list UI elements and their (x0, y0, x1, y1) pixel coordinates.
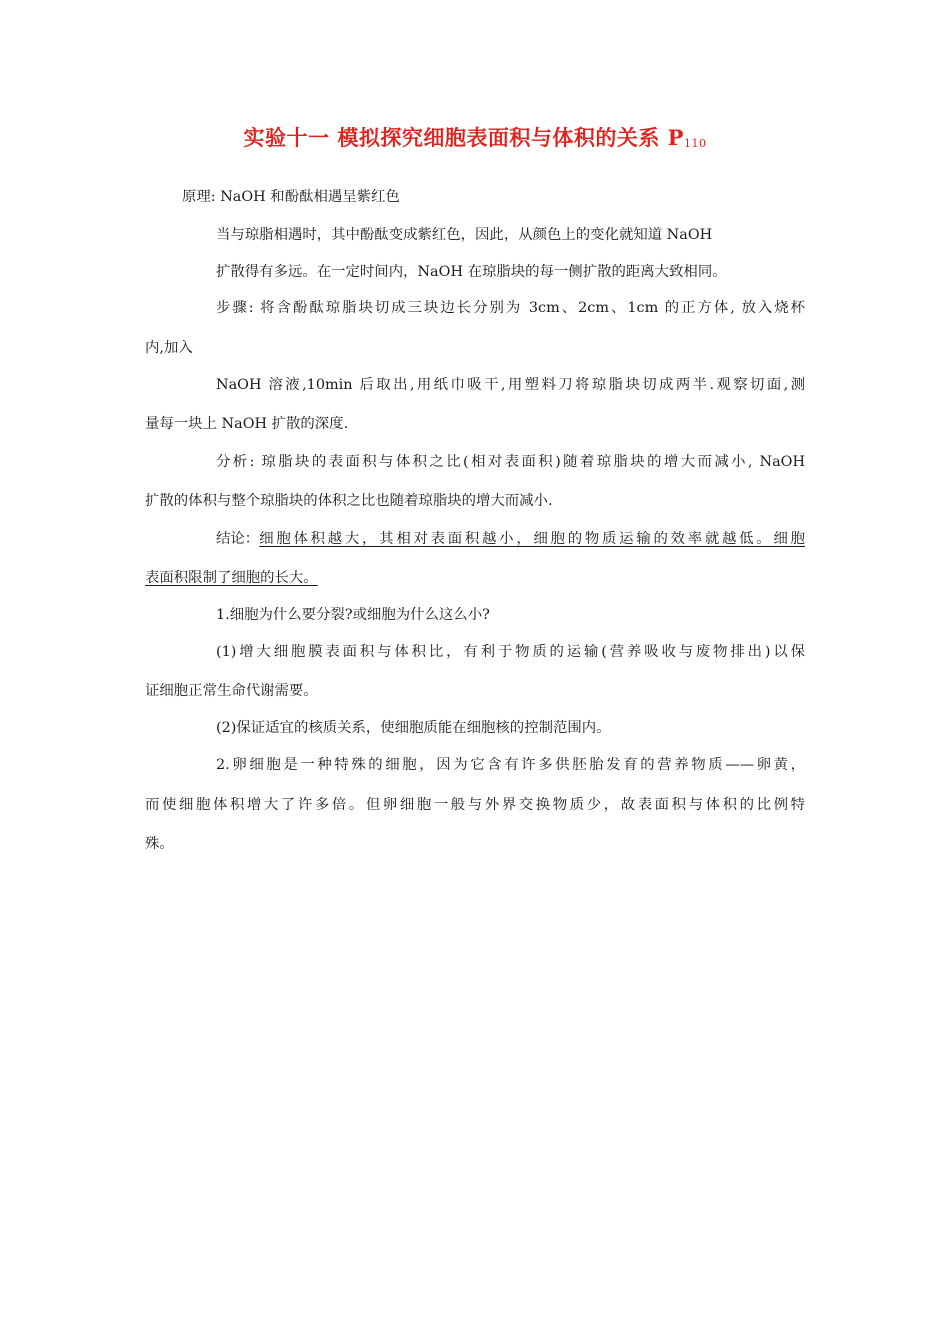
title-subscript: 110 (683, 137, 707, 150)
principle-text: NaOH 和酚酞相遇呈紫红色 (215, 189, 400, 205)
question-2-line-3: 殊。 (145, 836, 174, 852)
conclusion-label: 结论： (216, 531, 260, 547)
answer-1-1-line-1: (1)增大细胞膜表面积与体积比，有利于物质的运输(营养吸收与废物排出)以保 (216, 644, 805, 660)
title-main: 实验十一 模拟探究细胞表面积与体积的关系 P (243, 125, 684, 150)
document-title (0, 122, 950, 152)
steps-line-1: 步骤: 将含酚酞琼脂块切成三块边长分别为 3cm、2cm、1cm 的正方体, 放入烧杯 (216, 300, 805, 316)
principle-line-3: 扩散得有多远。在一定时间内，NaOH 在琼脂块的每一侧扩散的距离大致相同。 (216, 264, 727, 280)
conclusion-text-1: 细胞体积越大，其相对表面积越小，细胞的物质运输的效率就越低。细胞 (259, 531, 805, 547)
question-2-line-2: 而使细胞体积增大了许多倍。但卵细胞一般与外界交换物质少，故表面积与体积的比例特 (145, 797, 805, 813)
steps-line-2: 内,加入 (145, 340, 193, 356)
answer-1-2: (2)保证适宜的核质关系，使细胞质能在细胞核的控制范围内。 (216, 720, 611, 736)
steps-line-3: NaOH 溶液,10min 后取出,用纸巾吸干,用塑料刀将琼脂块切成两半.观察切面,测 (216, 377, 805, 393)
conclusion-line-1 (216, 529, 805, 549)
principle-line-1 (182, 187, 400, 207)
conclusion-line-2: 表面积限制了细胞的长大。 (145, 570, 318, 586)
principle-line-2: 当与琼脂相遇时，其中酚酞变成紫红色，因此，从颜色上的变化就知道 NaOH (216, 227, 713, 243)
principle-label: 原理: (182, 189, 216, 205)
analysis-line-1: 分析: 琼脂块的表面积与体积之比(相对表面积)随着琼脂块的增大而减小, NaOH (216, 454, 805, 470)
analysis-line-2: 扩散的体积与整个琼脂块的体积之比也随着琼脂块的增大而减小. (145, 493, 553, 509)
question-1: 1.细胞为什么要分裂?或细胞为什么这么小? (216, 607, 490, 623)
answer-1-1-line-2: 证细胞正常生命代谢需要。 (145, 683, 318, 699)
steps-line-4: 量每一块上 NaOH 扩散的深度. (145, 416, 349, 432)
question-2-line-1: 2.卵细胞是一种特殊的细胞，因为它含有许多供胚胎发育的营养物质——卵黄， (216, 757, 805, 773)
